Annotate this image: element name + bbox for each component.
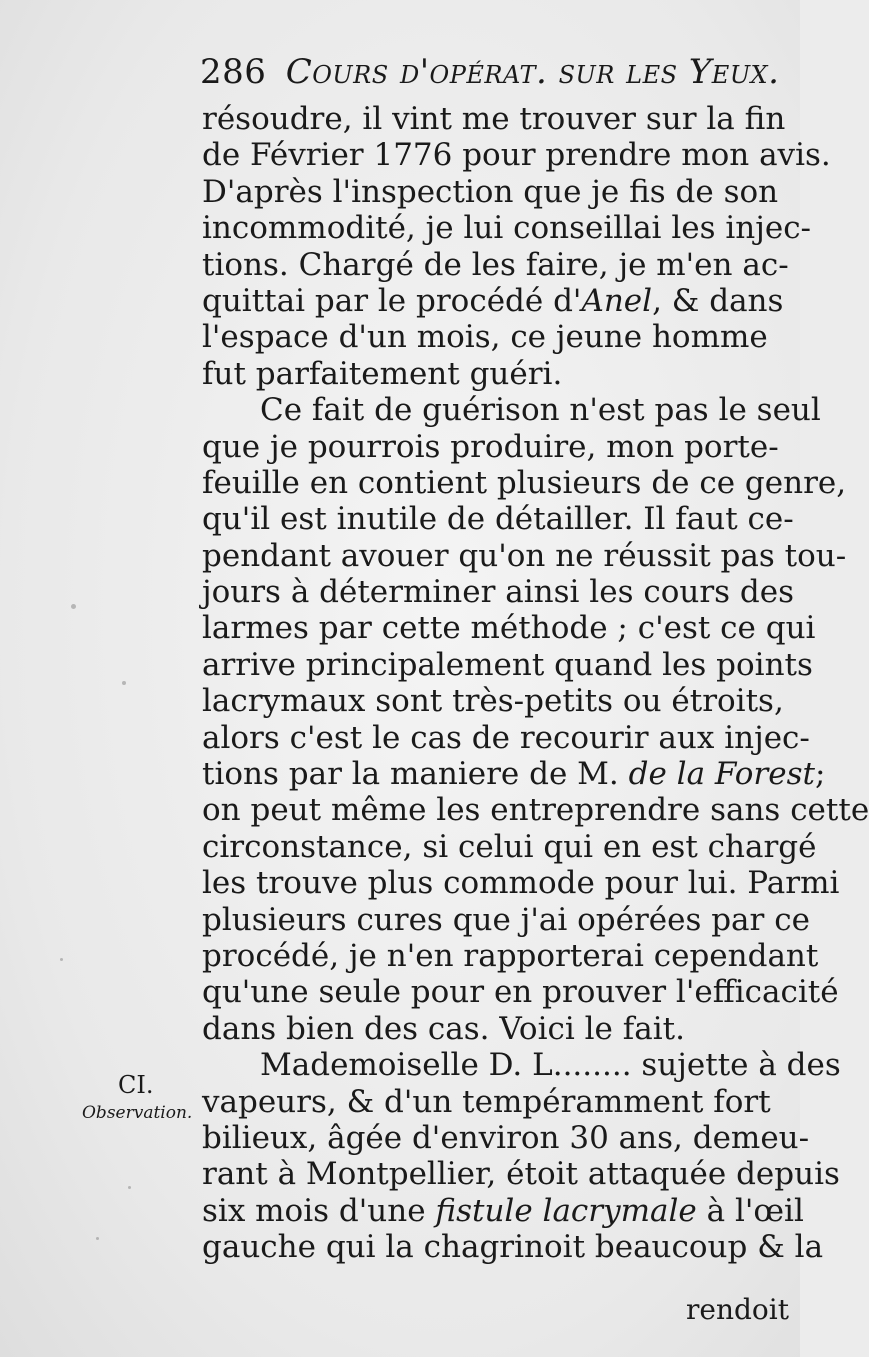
text-line	[202, 1011, 767, 1047]
text-segment: de Février 1776 pour prendre mon avis.	[202, 137, 831, 174]
text-segment: à l'œil	[696, 1192, 804, 1229]
text-line	[202, 137, 831, 174]
text-segment: l'espace d'un mois, ce jeune homme	[202, 319, 768, 356]
text-segment: jours à déterminer ainsi les cours des	[202, 574, 794, 611]
text-segment: six mois d'une	[202, 1192, 436, 1229]
text-line	[202, 683, 784, 720]
text-segment: résoudre, il vint me trouver sur la fin	[202, 101, 786, 137]
italic-text: fistule lacrymale	[435, 1192, 697, 1229]
text-segment: on peut même les entreprendre sans cette	[202, 792, 869, 829]
observation-label: Observation.	[82, 1103, 193, 1123]
italic-text: de la Forest	[628, 756, 815, 793]
text-line	[202, 1119, 810, 1156]
text-segment: alors c'est le cas de recourir aux injec-	[202, 719, 810, 756]
text-line	[202, 756, 826, 793]
text-segment: bilieux, âgée d'environ 30 ans, demeu-	[202, 1119, 810, 1156]
text-segment: les trouve plus commode pour lui. Parmi	[202, 865, 840, 902]
text-line	[202, 537, 847, 574]
text-line	[202, 1229, 824, 1266]
text-segment: rant à Montpellier, étoit attaquée depuis	[202, 1156, 840, 1193]
paper-speck	[122, 681, 126, 685]
text-line	[202, 1083, 771, 1120]
text-segment: pendant avouer qu'on ne réussit pas tou-	[202, 537, 847, 574]
text-line	[202, 974, 839, 1011]
text-segment: D'après l'inspection que je fis de son	[202, 173, 779, 210]
text-line	[202, 901, 810, 938]
text-segment: vapeurs, & d'un tempéramment fort	[202, 1083, 771, 1120]
text-line	[202, 610, 816, 647]
text-segment: feuille en contient plusieurs de ce genre,	[202, 464, 847, 501]
text-segment: qu'il est inutile de détailler. Il faut ce-	[202, 501, 794, 538]
observation-number: CI.	[118, 1071, 154, 1099]
text-line	[202, 792, 869, 829]
paper-speck	[128, 1186, 131, 1189]
text-segment: incommodité, je lui conseillai les injec-	[202, 210, 812, 247]
text-line	[202, 937, 819, 974]
text-segment: Ce fait de guérison n'est pas le seul	[260, 392, 821, 429]
text-line	[202, 246, 789, 283]
text-segment: que je pourrois produire, mon porte-	[202, 428, 779, 465]
text-line	[202, 574, 794, 611]
body-text	[202, 101, 869, 1266]
page-number: 286	[200, 52, 267, 92]
text-line	[202, 210, 812, 247]
text-segment: quittai par le procédé d'	[202, 282, 582, 319]
text-line	[202, 865, 840, 902]
text-line	[202, 101, 786, 137]
text-line	[202, 1192, 804, 1229]
italic-text: Anel	[581, 282, 653, 319]
text-line	[202, 173, 779, 210]
text-line	[202, 828, 817, 865]
text-segment: ;	[814, 756, 826, 793]
text-segment: tions par la maniere de M.	[202, 756, 629, 793]
text-segment: circonstance, si celui qui en est chargé	[202, 828, 817, 865]
text-segment: larmes par cette méthode ; c'est ce qui	[202, 610, 816, 647]
text-line	[202, 392, 821, 429]
text-segment: lacrymaux sont très-petits ou étroits,	[202, 683, 784, 720]
text-segment: dans bien des cas. Voici le fait.	[202, 1010, 685, 1047]
paper-speck	[71, 604, 76, 609]
text-line	[202, 464, 847, 501]
text-segment: Mademoiselle D. L........ sujette à des	[260, 1047, 841, 1084]
text-line	[202, 646, 813, 683]
text-line	[202, 428, 779, 465]
text-line	[202, 282, 784, 319]
text-segment: gauche qui la chagrinoit beaucoup & la	[202, 1229, 824, 1266]
text-segment: tions. Chargé de les faire, je m'en ac-	[202, 246, 789, 283]
text-segment: procédé, je n'en rapporterai cependant	[202, 937, 819, 974]
paper-speck	[60, 958, 63, 961]
text-line	[202, 1156, 840, 1193]
text-segment: qu'une seule pour en prouver l'efficacité	[202, 974, 839, 1011]
page-header	[200, 50, 780, 94]
text-segment: fut parfaitement guéri.	[202, 355, 563, 392]
text-line	[202, 719, 810, 756]
text-line	[202, 501, 794, 538]
text-line	[202, 319, 767, 355]
running-title: Cours d'opérat. sur les Yeux.	[285, 52, 780, 92]
paper-speck	[96, 1237, 99, 1240]
catchword: rendoit	[686, 1293, 789, 1326]
text-segment: plusieurs cures que j'ai opérées par ce	[202, 901, 810, 938]
text-segment: arrive principalement quand les points	[202, 646, 813, 683]
text-line	[202, 1047, 841, 1084]
text-segment: , & dans	[652, 282, 784, 319]
text-line	[202, 356, 767, 392]
